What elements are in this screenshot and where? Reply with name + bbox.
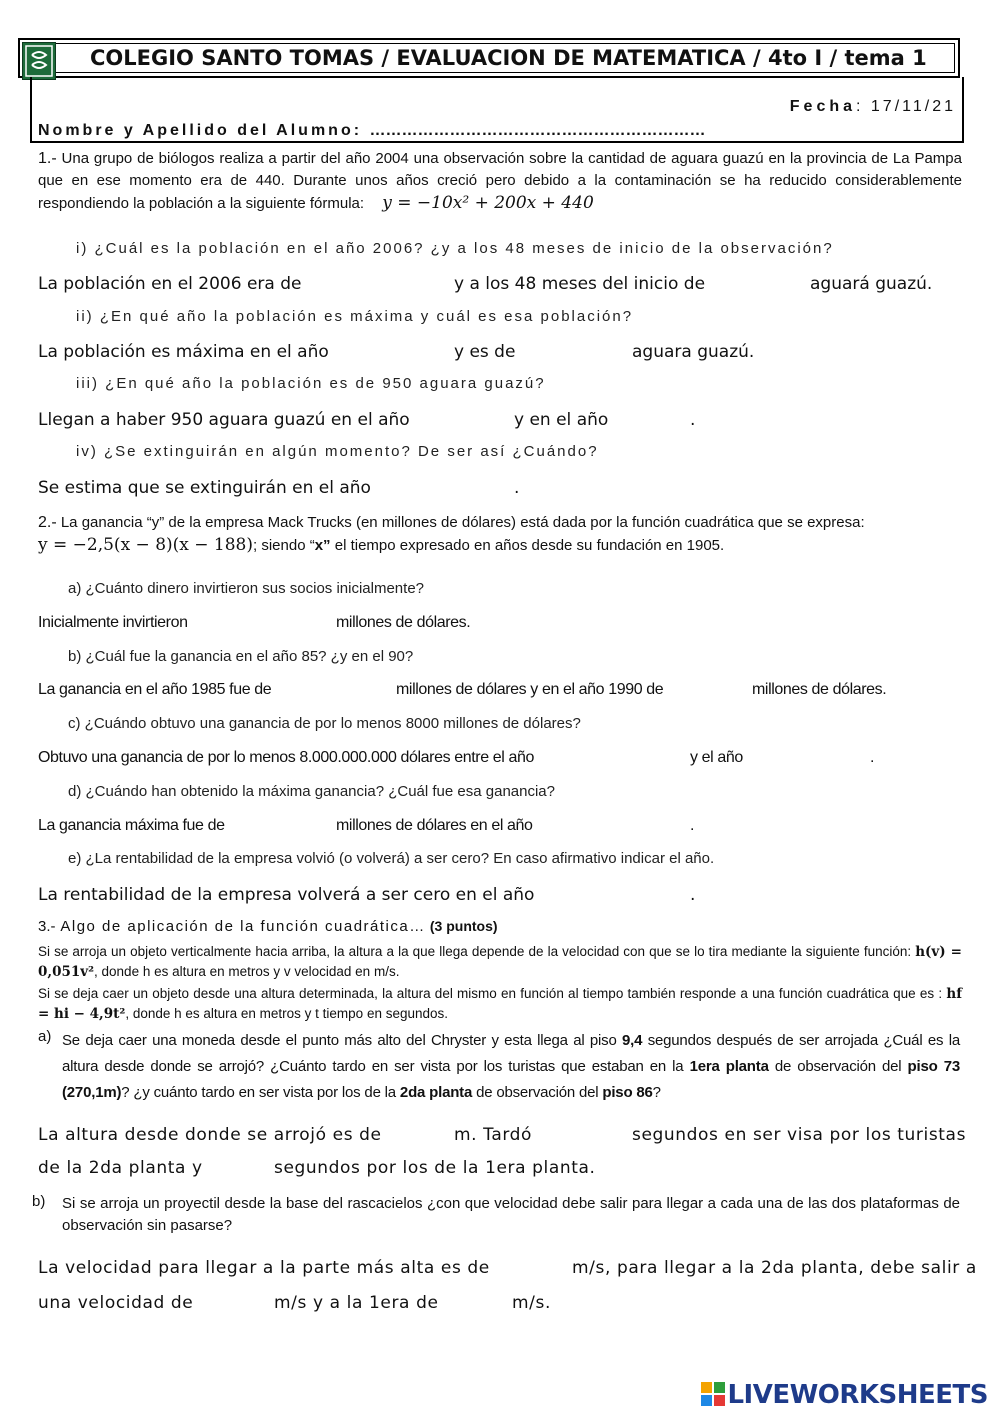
- answer-2-d-c: .: [690, 817, 695, 834]
- answer-1-iii-c: .: [690, 410, 696, 430]
- answer-1-iv-b: .: [514, 478, 520, 498]
- problem-3-a-text: [62, 1028, 960, 1106]
- problem-1-formula: y = −10x² + 200x + 440: [382, 193, 594, 213]
- answer-1-iii-a: Llegan a haber 950 aguara guazú en el año: [38, 410, 410, 430]
- answer-2-a-b: millones de dólares.: [336, 614, 471, 631]
- question-2-d: d) ¿Cuándo han obtenido la máxima ganancia? ¿Cuál fue esa ganancia?: [68, 783, 555, 800]
- answer-2-c-a: Obtuvo una ganancia de por lo menos 8.000.000.000 dólares entre el año: [38, 749, 534, 766]
- page-title: COLEGIO SANTO TOMAS / EVALUACION DE MATEMATICA / 4to I / tema 1: [90, 46, 927, 70]
- problem-2-formula: y = −2,5(x − 8)(x − 188): [38, 535, 254, 555]
- answer-1-ii-b: y es de: [454, 342, 516, 362]
- problem-3-a-part-3: de observación del: [768, 1058, 908, 1075]
- problem-1-statement: [38, 148, 962, 215]
- answer-2-d-a: La ganancia máxima fue de: [38, 817, 225, 834]
- answer-3-a-2b: segundos por los de la 1era planta.: [274, 1158, 596, 1178]
- problem-2-number: 2.-: [38, 514, 57, 531]
- problem-3-formula-1-text: [38, 942, 962, 982]
- problem-3-b-text: Si se arroja un proyectil desde la base del rascacielos ¿con que velocidad debe salir para llegar a cada una de las dos plataformas de observación sin pasarse?: [62, 1195, 960, 1234]
- problem-3-a-bold-2: 1era planta: [689, 1058, 769, 1075]
- problem-2-text-b: ; siendo “: [253, 537, 315, 554]
- problem-3-a-part-4: ? ¿y cuánto tardo en ser vista por los de la: [121, 1084, 400, 1101]
- answer-3-a-1b: m. Tardó: [454, 1125, 533, 1145]
- problem-3-formula-2: hf = hi − 4,9t²: [38, 986, 962, 1022]
- answer-1-iii-b: y en el año: [514, 410, 609, 430]
- problem-3-points: (3 puntos): [429, 918, 498, 934]
- date-value: : 17/11/21: [856, 98, 956, 115]
- problem-3-a-part-6: ?: [652, 1084, 661, 1101]
- question-2-b: b) ¿Cuál fue la ganancia en el año 85? ¿y en el 90?: [68, 648, 414, 665]
- problem-3-a-part-2: segundos después de ser arrojada ¿Cuál es la altura desde donde se arrojó? ¿Cuánto tardo en ser vista por los turistas que estaban en la: [62, 1032, 960, 1075]
- answer-2-b-c: millones de dólares.: [752, 681, 887, 698]
- answer-1-iv-a: Se estima que se extinguirán en el año: [38, 478, 371, 498]
- answer-2-b-b: millones de dólares y en el año 1990 de: [396, 681, 664, 698]
- problem-3-a-bold-4: 2da planta: [399, 1084, 473, 1101]
- student-name-field: [38, 122, 706, 140]
- answer-2-e-b: .: [690, 885, 696, 905]
- answer-3-a-2a: de la 2da planta y: [38, 1158, 203, 1178]
- question-1-i: i) ¿Cuál es la población en el año 2006? ¿y a los 48 meses de inicio de la observación?: [76, 240, 834, 257]
- answer-1-i-a: La población en el 2006 era de: [38, 274, 302, 294]
- answer-3-b-2b: m/s y a la 1era de: [274, 1293, 439, 1313]
- answer-2-c-b: y el año: [690, 749, 743, 766]
- problem-2-text: La ganancia “y” de la empresa Mack Trucks (en millones de dólares) está dada por la función cuadrática que se expresa:: [56, 514, 865, 531]
- problem-3-a-label: a): [38, 1028, 52, 1045]
- question-1-iv: iv) ¿Se extinguirán en algún momento? De ser así ¿Cuándo?: [76, 443, 599, 460]
- problem-3-b-label: b): [32, 1193, 46, 1210]
- problem-3-a-bold-3: piso 73 (270,1m): [62, 1058, 960, 1101]
- problem-3-a-part-1: Se deja caer una moneda desde el punto más alto del Chryster y esta llega al piso: [62, 1032, 623, 1049]
- liveworksheets-text: LIVEWORKSHEETS: [727, 1380, 988, 1410]
- question-2-e: e) ¿La rentabilidad de la empresa volvió (o volverá) a ser cero? En caso afirmativo indicar el año.: [68, 850, 715, 867]
- liveworksheets-logo[interactable]: [701, 1380, 988, 1410]
- student-name-blank[interactable]: ………………………………………………………: [369, 122, 706, 139]
- problem-3-line-2-end: , donde h es altura en metros y t tiempo en segundos.: [125, 1006, 449, 1021]
- problem-1-number: 1.-: [38, 150, 57, 167]
- date-field: [790, 98, 956, 116]
- answer-3-b-2c: m/s.: [512, 1293, 551, 1313]
- problem-3-number: 3.-: [38, 918, 56, 935]
- answer-2-a-a: Inicialmente invirtieron: [38, 614, 188, 631]
- answer-3-a-1c: segundos en ser visa por los turistas: [632, 1125, 967, 1145]
- answer-3-b-1a: La velocidad para llegar a la parte más alta es de: [38, 1258, 490, 1278]
- answer-2-e-a: La rentabilidad de la empresa volverá a ser cero en el año: [38, 885, 535, 905]
- problem-3-a-part-5: de observación del: [472, 1084, 603, 1101]
- liveworksheets-icon: [701, 1382, 725, 1406]
- question-1-ii: ii) ¿En qué año la población es máxima y cuál es esa población?: [76, 308, 634, 325]
- problem-2-statement: [38, 512, 962, 557]
- answer-2-b-a: La ganancia en el año 1985 fue de: [38, 681, 272, 698]
- answer-2-c-c: .: [870, 749, 875, 766]
- problem-3-line-1-end: , donde h es altura en metros y v velocidad en m/s.: [94, 964, 400, 979]
- answer-3-a-1a: La altura desde donde se arrojó es de: [38, 1125, 382, 1145]
- answer-1-ii-c: aguara guazú.: [632, 342, 755, 362]
- problem-3-a-bold-1: 9,4: [622, 1032, 643, 1049]
- problem-3-line-2: Si se deja caer un objeto desde una altura determinada, la altura del mismo en función al tiempo también responde a una función cuadrática que es :: [38, 986, 947, 1001]
- answer-1-i-c: aguará guazú.: [810, 274, 933, 294]
- question-1-iii: iii) ¿En qué año la población es de 950 aguara guazú?: [76, 375, 546, 392]
- problem-3-title: Algo de aplicación de la función cuadrática…: [55, 918, 426, 935]
- answer-1-i-b: y a los 48 meses del inicio de: [454, 274, 706, 294]
- student-name-label: Nombre y Apellido del Alumno:: [38, 122, 363, 139]
- date-label: Fecha: [789, 98, 857, 115]
- school-logo: [22, 42, 56, 80]
- answer-1-ii-a: La población es máxima en el año: [38, 342, 329, 362]
- problem-3-heading: [38, 918, 498, 935]
- question-2-a: a) ¿Cuánto dinero invirtieron sus socios inicialmente?: [68, 580, 425, 597]
- question-2-c: c) ¿Cuándo obtuvo una ganancia de por lo menos 8000 millones de dólares?: [68, 715, 581, 732]
- answer-2-d-b: millones de dólares en el año: [336, 817, 533, 834]
- problem-3-line-1: Si se arroja un objeto verticalmente hacia arriba, la altura a la que llega depende de la velocidad con que se lo tira mediante la siguiente función:: [38, 944, 916, 959]
- answer-3-b-1b: m/s, para llegar a la 2da planta, debe salir a: [572, 1258, 977, 1278]
- problem-3-formula-2-text: [38, 984, 962, 1024]
- answer-3-b-2a: una velocidad de: [38, 1293, 194, 1313]
- problem-2-text-c: el tiempo expresado en años desde su fundación en 1905.: [330, 537, 725, 554]
- problem-3-a-bold-5: piso 86: [602, 1084, 653, 1101]
- problem-3-formula-1: h(v) = 0,051v²: [38, 944, 962, 980]
- problem-1-text: Una grupo de biólogos realiza a partir del año 2004 una observación sobre la cantidad de aguara guazú en la provincia de La Pampa que en ese momento era de 440. Durante unos años creció pero debido a la contaminación se ha reducido considerablemente respondiendo la población a la siguiente fórmula:: [38, 150, 962, 212]
- problem-2-variable: x”: [314, 537, 331, 554]
